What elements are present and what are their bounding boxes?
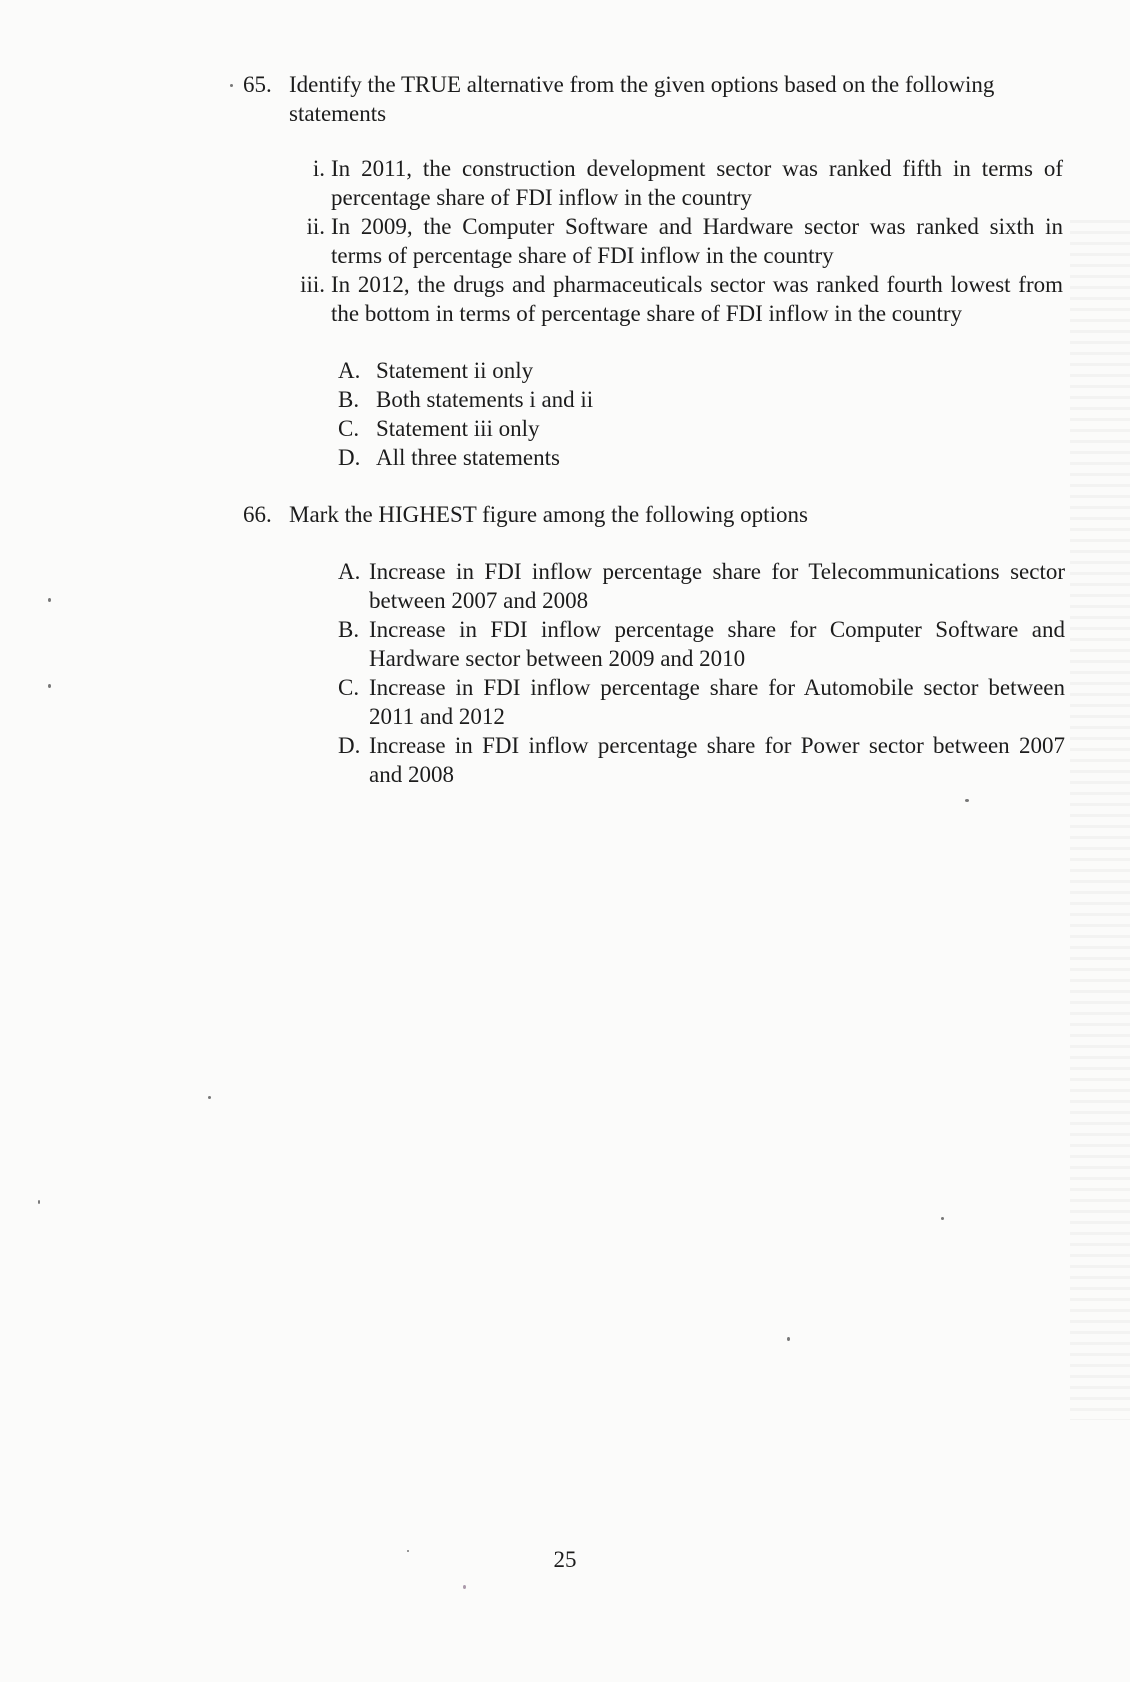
statement-text: In 2012, the drugs and pharmaceuticals sector was ranked fourth lowest from the bottom in terms of percentage share of FDI inflow in the country xyxy=(331,272,1063,326)
scan-speck xyxy=(208,1096,211,1099)
question-66 xyxy=(243,500,1063,789)
question-65 xyxy=(243,70,1063,472)
question-text: Mark the HIGHEST figure among the following options xyxy=(289,502,808,527)
option-text: Both statements i and ii xyxy=(376,387,594,412)
option-item[interactable] xyxy=(338,615,1065,673)
option-item[interactable] xyxy=(338,414,1063,443)
option-item[interactable] xyxy=(338,557,1065,615)
option-text: Increase in FDI inflow percentage share for Computer Software and Hardware sector between 2009 and 2010 xyxy=(369,617,1065,671)
option-letter: A. xyxy=(338,559,361,584)
scan-speck xyxy=(965,799,969,802)
scan-speck xyxy=(48,684,51,688)
option-item[interactable] xyxy=(338,356,1063,385)
option-item[interactable] xyxy=(338,385,1063,414)
statement-text: In 2011, the construction development sector was ranked fifth in terms of percentage share of FDI inflow in the country xyxy=(331,156,1063,210)
statement-item xyxy=(265,212,1063,270)
scan-speck xyxy=(38,1200,40,1204)
option-letter: D. xyxy=(338,445,361,470)
option-letter: C. xyxy=(338,416,360,441)
option-letter: A. xyxy=(338,358,361,383)
option-letter: B. xyxy=(338,617,360,642)
question-65-stem xyxy=(243,70,1063,128)
option-item[interactable] xyxy=(338,673,1065,731)
option-list xyxy=(338,356,1063,472)
question-number: 65. xyxy=(243,72,272,97)
scan-speck xyxy=(463,1585,466,1589)
option-text: Statement ii only xyxy=(376,358,534,383)
scan-speck xyxy=(48,598,51,602)
scan-speck xyxy=(941,1217,944,1220)
scan-speck xyxy=(230,84,233,87)
statement-number: i. xyxy=(312,156,325,181)
option-list xyxy=(338,557,1065,789)
statement-number: ii. xyxy=(306,214,325,239)
option-letter: D. xyxy=(338,733,361,758)
question-66-stem xyxy=(243,500,1063,529)
option-item[interactable] xyxy=(338,731,1065,789)
question-text: Identify the TRUE alternative from the given options based on the following statements xyxy=(289,72,995,126)
option-text: Increase in FDI inflow percentage share for Telecommunications sector between 2007 and 2008 xyxy=(369,559,1065,613)
option-letter: B. xyxy=(338,387,360,412)
statement-list xyxy=(265,154,1063,328)
option-text: Increase in FDI inflow percentage share for Power sector between 2007 and 2008 xyxy=(369,733,1065,787)
option-text: Increase in FDI inflow percentage share for Automobile sector between 2011 and 2012 xyxy=(369,675,1065,729)
statement-text: In 2009, the Computer Software and Hardware sector was ranked sixth in terms of percentage share of FDI inflow in the country xyxy=(331,214,1063,268)
scan-edge-noise xyxy=(1070,220,1130,1420)
scan-speck xyxy=(407,1550,409,1552)
option-text: Statement iii only xyxy=(376,416,540,441)
statement-item xyxy=(265,154,1063,212)
statement-item xyxy=(265,270,1063,328)
statement-number: iii. xyxy=(300,272,325,297)
option-item[interactable] xyxy=(338,443,1063,472)
scan-speck xyxy=(787,1337,790,1341)
page-number: 25 xyxy=(553,1547,577,1572)
option-text: All three statements xyxy=(376,445,560,470)
question-number: 66. xyxy=(243,502,272,527)
option-letter: C. xyxy=(338,675,360,700)
